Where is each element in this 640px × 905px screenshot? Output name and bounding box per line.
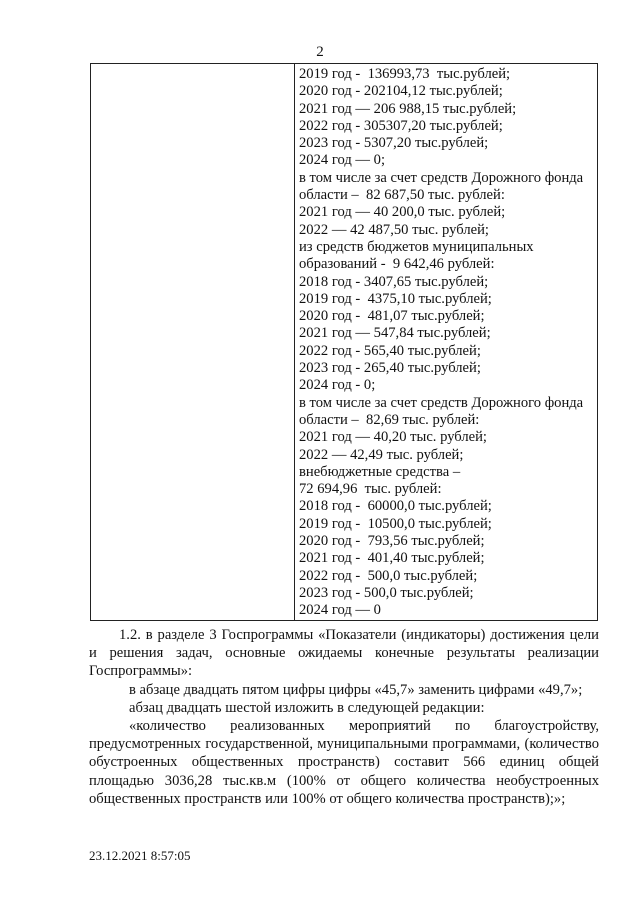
table-line: в том числе за счет средств Дорожного фонда xyxy=(299,169,584,186)
table-line: 72 694,96 тыс. рублей: xyxy=(299,481,442,498)
table-line: области – 82 687,50 тыс. рублей: xyxy=(299,187,505,204)
table-line: 2018 год - 3407,65 тыс.рублей; xyxy=(299,273,489,290)
table-line: 2019 год - 4375,10 тыс.рублей; xyxy=(299,290,492,307)
table-line: 2020 год - 793,56 тыс.рублей; xyxy=(299,533,485,550)
timestamp: 23.12.2021 8:57:05 xyxy=(89,848,191,863)
page-number: 2 xyxy=(316,44,324,60)
table-line: 2018 год - 60000,0 тыс.рублей; xyxy=(299,498,492,515)
table-line: из средств бюджетов муниципальных xyxy=(299,238,534,255)
table-line: 2023 год - 265,40 тыс.рублей; xyxy=(299,360,481,377)
table-line: 2024 год - 0; xyxy=(299,377,376,394)
paragraph-quoted-text: «количество реализованных мероприятий по благоустройству, предусмотренных государственной, муниципальными программами, (количество обустроенных общественных пространств) составит 566 единиц общей площадью 3036,28 тыс.кв.м (100% от общего количества необустроенных общественных пространств или 100% от общего количества пространств);»; xyxy=(89,718,599,807)
table-line: внебюджетные средства – xyxy=(299,463,461,480)
table-line: 2021 год - 401,40 тыс.рублей; xyxy=(299,550,485,567)
financing-table xyxy=(90,63,598,621)
table-line: 2023 год - 500,0 тыс.рублей; xyxy=(299,584,474,601)
table-line: 2024 год — 0 xyxy=(299,602,381,619)
table-line: 2023 год - 5307,20 тыс.рублей; xyxy=(299,135,489,152)
table-line: 2020 год - 481,07 тыс.рублей; xyxy=(299,308,485,325)
document-body xyxy=(89,626,599,808)
table-line: 2022 — 42,49 тыс. рублей; xyxy=(299,446,464,463)
paragraph-digits-change: в абзаце двадцать пятом цифры цифры «45,7» заменить цифрами «49,7»; xyxy=(129,681,583,698)
table-left-cell xyxy=(91,64,295,620)
table-line: 2020 год - 202104,12 тыс.рублей; xyxy=(299,83,503,100)
table-right-cell xyxy=(296,66,597,620)
table-line: 2021 год — 40 200,0 тыс. рублей; xyxy=(299,204,506,221)
table-line: 2022 год - 565,40 тыс.рублей; xyxy=(299,342,481,359)
table-line: 2022 — 42 487,50 тыс. рублей; xyxy=(299,221,489,238)
table-line: 2024 год — 0; xyxy=(299,152,386,169)
table-line: 2021 год — 206 988,15 тыс.рублей; xyxy=(299,100,517,117)
table-line: образований - 9 642,46 рублей: xyxy=(299,256,495,273)
table-line: в том числе за счет средств Дорожного фонда xyxy=(299,394,584,411)
table-line: 2022 год - 305307,20 тыс.рублей; xyxy=(299,117,503,134)
table-line: 2021 год — 547,84 тыс.рублей; xyxy=(299,325,491,342)
table-line: области – 82,69 тыс. рублей: xyxy=(299,411,480,428)
table-line: 2019 год - 136993,73 тыс.рублей; xyxy=(299,66,511,82)
paragraph-section-1-2: 1.2. в разделе 3 Госпрограммы «Показатели (индикаторы) достижения цели и решения задач, основные ожидаемы конечные результаты реализации Госпрограммы»: xyxy=(89,627,599,680)
table-line: 2021 год — 40,20 тыс. рублей; xyxy=(299,429,487,446)
table-line: 2019 год - 10500,0 тыс.рублей; xyxy=(299,515,492,532)
paragraph-new-edition-intro: абзац двадцать шестой изложить в следующей редакции: xyxy=(129,699,485,716)
table-line: 2022 год - 500,0 тыс.рублей; xyxy=(299,567,478,584)
